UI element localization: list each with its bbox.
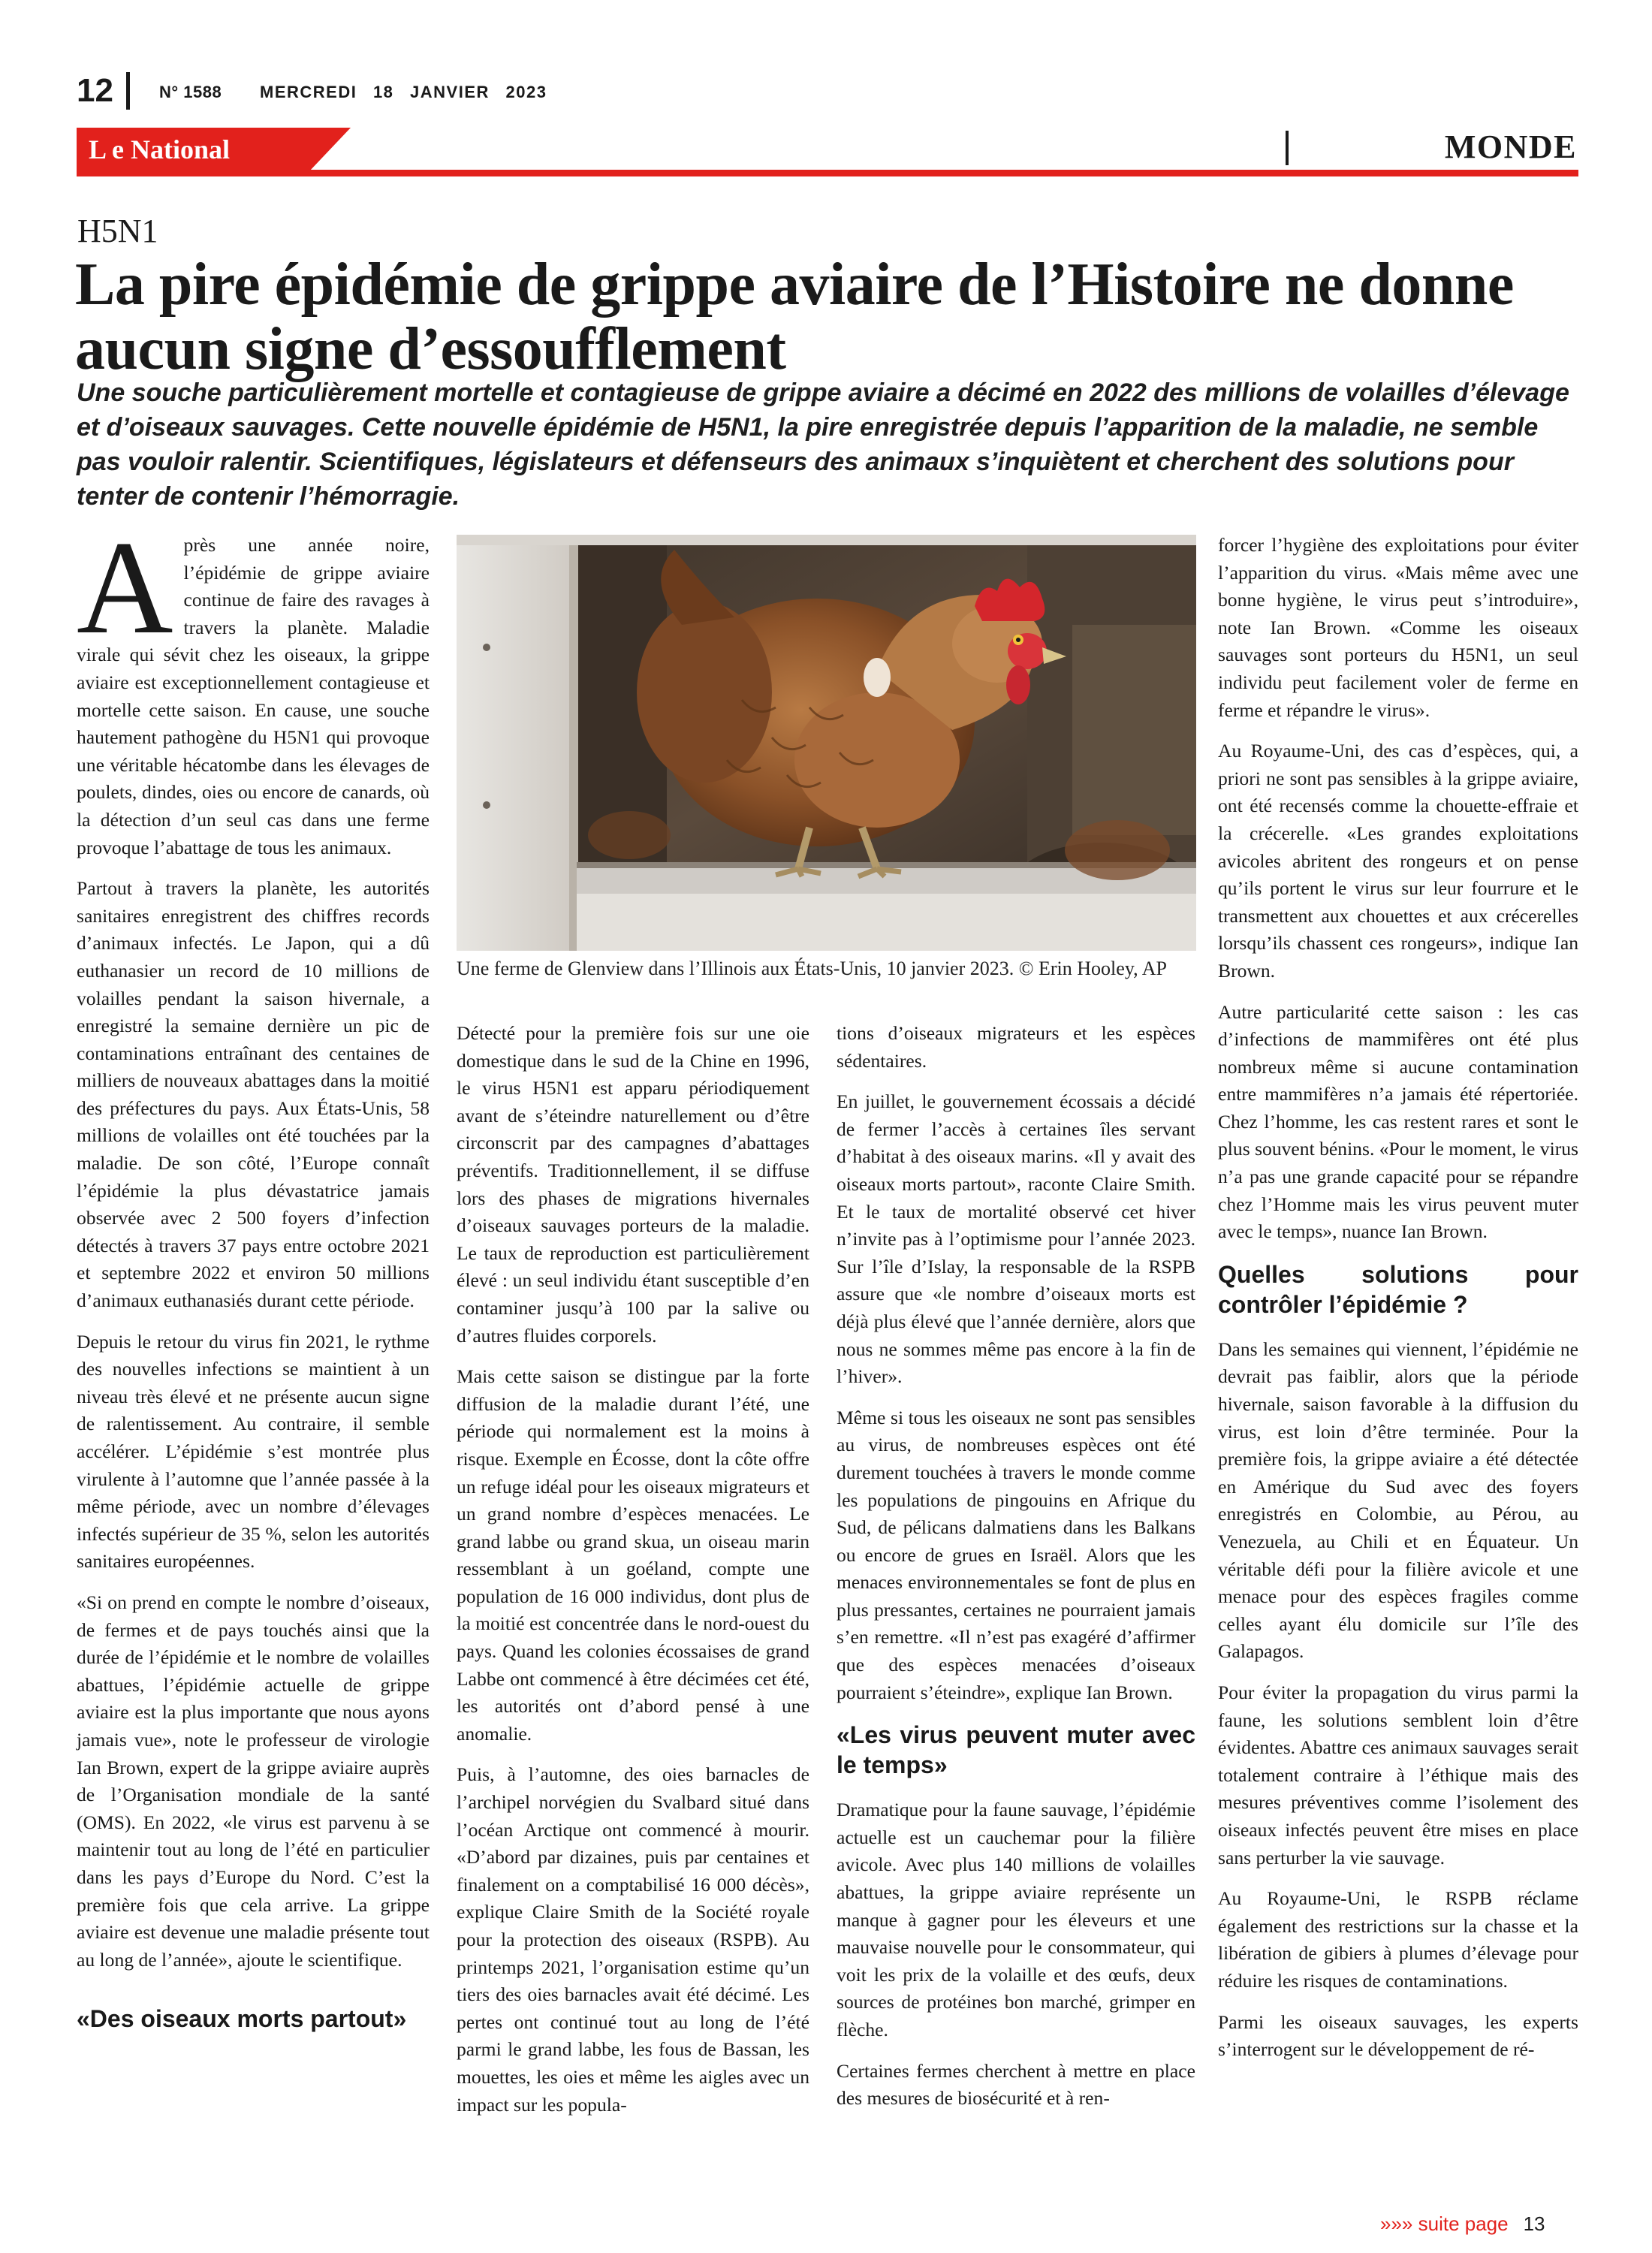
paragraph: Autre particularité cette saison : les cas d’infections de mammifères ont été plus nombreux même si aucune contamination entre mammifères n’a jamais été répertoriée. Chez l’homme, les cas restent rares et sont le plus souvent bénins. «Pour le moment, le virus n’a pas une grande capacité pour se répandre chez l’Homme mais les virus peuvent muter avec le temps», nuance Ian Brown. <box>1218 1000 1578 1243</box>
paragraph: Parmi les oiseaux sauvages, les experts s’interrogent sur le développement de ré- <box>1218 2010 1578 2061</box>
article-column-2 <box>457 1020 809 2132</box>
paragraph: Puis, à l’automne, des oies barnacles de l’archipel norvégien du Svalbard situé dans l’océan Arctique ont commencé à mourir. «D’abord par dizaines, puis par centaines et finalement on a comptabilisé 16 000 décès», explique Claire Smith de la Société royale pour la protection des oiseaux (RSPB). Au printemps 2021, l’organisation estime qu’un tiers des oies barnacles avait été décimé. Les pertes ont continué tout au long de l’été parmi le grand labbe, les fous de Bassan, les mouettes, les oies et même les aigles avec un impact sur les popula- <box>457 1763 809 2116</box>
hen-image <box>457 535 1196 951</box>
paragraph: Détecté pour la première fois sur une oie domestique dans le sud de la Chine en 1996, le virus H5N1 est apparu périodiquement avant de s’éteindre naturellement ou d’être circonscrit par des campagnes d’abattages préventifs. Traditionnellement, il se diffuse lors des phases de migrations hivernales d’oiseaux sauvages porteurs de la maladie. Le taux de reproduction est particulièrement élevé : un seul individu étant susceptible d’en contaminer jusqu’à 100 par la salive ou d’autres fluides corporels. <box>457 1022 809 1347</box>
paragraph <box>77 513 430 861</box>
subheading: «Des oiseaux morts partout» <box>77 2005 407 2033</box>
paragraph: Partout à travers la planète, les autorités sanitaires enregistrent des chiffres records d’animaux infectés. Le Japon, qui a dû euthanasier un record de 10 millions de volailles pendant la saison hivernale, a enregistré la semaine dernière un pic de contaminations entraînant des centaines de milliers de nouveaux abattages dans la moitié des préfectures du pays. Aux États-Unis, 58 millions de volailles ont été touchées par la maladie. De son côté, l’Europe connaît l’épidémie la plus dévastatrice jamais observée avec 2 500 foyers d’infection détectés à travers 37 pays entre octobre 2021 et septembre 2022 et environ 50 millions d’animaux euthanasiés durant cette période. <box>77 877 430 1312</box>
paragraph: Au Royaume-Uni, le RSPB réclame également des restrictions sur la chasse et la libération de gibiers à plumes d’élevage pour réduire les risques de contaminations. <box>1218 1887 1578 1992</box>
paragraph: Même si tous les oiseaux ne sont pas sensibles au virus, de nombreuses espèces ont été durement touchées à travers le monde comme les populations de pingouins en Afrique du Sud, de pélicans dalmatiens dans les Balkans ou encore de grues en Israël. Alors que les menaces environnementales se font de plus en plus pressantes, certaines ne pourraient jamais s’en remettre. «Il n’est pas exagéré d’affirmer que des espèces menacées d’oiseaux pourraient s’éteindre», explique Ian Brown. <box>837 1406 1195 1703</box>
drop-cap: A <box>77 513 173 662</box>
article-column-4 <box>1218 532 1578 2077</box>
paragraph: forcer l’hygiène des exploitations pour éviter l’apparition du virus. «Mais même avec une bonne hygiène, le virus peut s’introduire», note Ian Brown. «Comme les oiseaux sauvages sont porteurs du H5N1, un seul individu peut facilement voler de ferme en ferme et répandre le virus». <box>1218 534 1578 721</box>
paragraph: «Si on prend en compte le nombre d’oiseaux, de fermes et de pays touchés ainsi que la durée de l’épidémie et le nombre de volailles abattues, l’épidémie actuelle de grippe aviaire est la plus importante que nous ayons jamais vue», note le professeur de virologie Ian Brown, expert de la grippe aviaire auprès de l’Organisation mondiale de la santé (OMS). En 2022, «le virus est parvenu à se maintenir tout au long de l’été en particulier dans les pays d’Europe du Nord. C’est la première fois que cela arrive. La grippe aviaire est devenue une maladie présente tout au long de l’année», ajoute le scientifique. <box>77 1591 430 1971</box>
paragraph: tions d’oiseaux migrateurs et les espèces sédentaires. <box>837 1022 1195 1072</box>
paragraph-text: près une année noire, l’épidémie de grippe aviaire continue de faire des ravages à travers la planète. Maladie virale qui sévit chez les oiseaux, la grippe aviaire est exceptionnellement contagieuse et mortelle cette saison. En cause, une souche hautement pathogène du H5N1 qui provoque une véritable hécatombe dans les élevages de poulets, dindes, oies ou encore de canards, où la détection d’un seul cas dans une ferme provoque l’abattage de tous les animaux. <box>77 534 430 858</box>
chicken-farm-photo <box>457 535 1196 951</box>
header-rule <box>77 170 1578 176</box>
subheading: «Les virus peuvent muter avec le temps» <box>837 1721 1195 1779</box>
kicker: H5N1 <box>77 213 158 249</box>
paragraph: Dramatique pour la faune sauvage, l’épidémie actuelle est un cauchemar pour la filière avicole. Avec plus 140 millions de volailles abattues, la grippe aviaire représente un manque à gagner pour les éleveurs et une mauvaise nouvelle pour le consommateur, qui voit les prix de la volaille et des œufs, deux sources de protéines bon marché, grimper en flèche. <box>837 1799 1195 2040</box>
paragraph: Certaines fermes cherchent à mettre en place des mesures de biosécurité et à ren- <box>837 2059 1195 2110</box>
continued-link[interactable] <box>1380 2212 1545 2236</box>
page-number: 12 <box>77 72 113 109</box>
paragraph: Pour éviter la propagation du virus parmi la faune, les solutions semblent loin d’être évidentes. Abattre ces animaux sauvages serait totalement contraire à l’éthique mais des mesures préventives comme l’isolement des oiseaux infectés peuvent être mises en place sans perturber la vie sauvage. <box>1218 1681 1578 1868</box>
article-column-3 <box>837 1020 1195 2126</box>
paragraph: En juillet, le gouvernement écossais a décidé de fermer l’accès à certaines îles servant d’habitat à des oiseaux marins. «Il y avait des oiseaux morts partout», raconte Claire Smith. Et le taux de mortalité observé cet hiver n’invite pas à l’optimisme pour l’année 2023. Sur l’île d’Islay, la responsable de la RSPB assure que «le nombre d’oiseaux morts est déjà plus élevé que l’année dernière, alors que nous ne sommes même pas encore à la fin de l’hiver». <box>837 1090 1195 1388</box>
article-column-1 <box>77 513 430 2050</box>
photo-caption: Une ferme de Glenview dans l’Illinois aux États-Unis, 10 janvier 2023. © Erin Hooley, AP <box>457 958 1167 979</box>
section-name: MONDE <box>1444 128 1577 165</box>
headline: La pire épidémie de grippe aviaire de l’Histoire ne donne aucun signe d’essoufflement <box>75 252 1514 382</box>
issue-number: N° 1588 <box>159 83 222 101</box>
standfirst: Une souche particulièrement mortelle et contagieuse de grippe aviaire a décimé en 2022 des millions de volailles d’élevage et d’oiseaux sauvages. Cette nouvelle épidémie de H5N1, la pire enregistrée depuis l’apparition de la maladie, ne semble pas vouloir ralentir. Scientifiques, législateurs et défenseurs des animaux s’inquiètent et cherchent des solutions pour tenter de contenir l’hémorragie. <box>77 379 1569 511</box>
page-number-divider <box>126 72 130 110</box>
continued-label: »»» suite page <box>1380 2212 1509 2235</box>
paragraph: Dans les semaines qui viennent, l’épidémie ne devrait pas faiblir, alors que la période hivernale, saison favorable à la diffusion du virus, est loin d’être terminée. Pour la première fois, la grippe aviaire a été détectée en Amérique du Sud avec des foyers enregistrés en Colombie, au Pérou, au Venezuela, au Chili et en Équateur. Un véritable défi pour la filière avicole et une menace pour des espèces fragiles comme celles ayant élu domicile sur l’île des Galapagos. <box>1218 1338 1578 1663</box>
continued-page-number: 13 <box>1523 2212 1545 2235</box>
publication-date: MERCREDI 18 JANVIER 2023 <box>260 83 547 101</box>
paragraph: Depuis le retour du virus fin 2021, le rythme des nouvelles infections se maintient à un niveau très élevé et ne présente aucun signe de ralentissement. Au contraire, il semble accélérer. L’épidémie s’est montrée plus virulente à l’automne que l’année passée à la même période, avec un nombre d’élevages infectés supérieur de 35 %, selon les autorités sanitaires européennes. <box>77 1330 430 1573</box>
paragraph: Mais cette saison se distingue par la forte diffusion de la maladie durant l’été, une période qui normalement est la moins à risque. Exemple en Écosse, dont la côte offre un refuge idéal pour les oiseaux migrateurs et un grand nombre d’espèces menacées. Le grand labbe ou grand skua, un oiseau marin ressemblant à un goéland, compte une population de 16 000 individus, dont plus de la moitié est concentrée dans le nord-ouest du pays. Quand les colonies écossaises de grand Labbe ont commencé à être décimées cet été, les autorités ont d’abord pensé à une anomalie. <box>457 1365 809 1745</box>
newspaper-name: L e National <box>89 134 231 164</box>
subheading: Quelles solutions pour contrôler l’épidémie ? <box>1218 1260 1578 1318</box>
paragraph: Au Royaume-Uni, des cas d’espèces, qui, a priori ne sont pas sensibles à la grippe aviaire, ont été recensés comme la chouette-effraie et la crécerelle. «Les grandes exploitations avicoles abritent des rongeurs et on pense qu’ils portent le virus sur leur fourrure et le transmettent aux chouettes et aux crécerelles lorsqu’ils chassent ces rongeurs», indique Ian Brown. <box>1218 740 1578 982</box>
section-divider <box>1286 131 1289 165</box>
